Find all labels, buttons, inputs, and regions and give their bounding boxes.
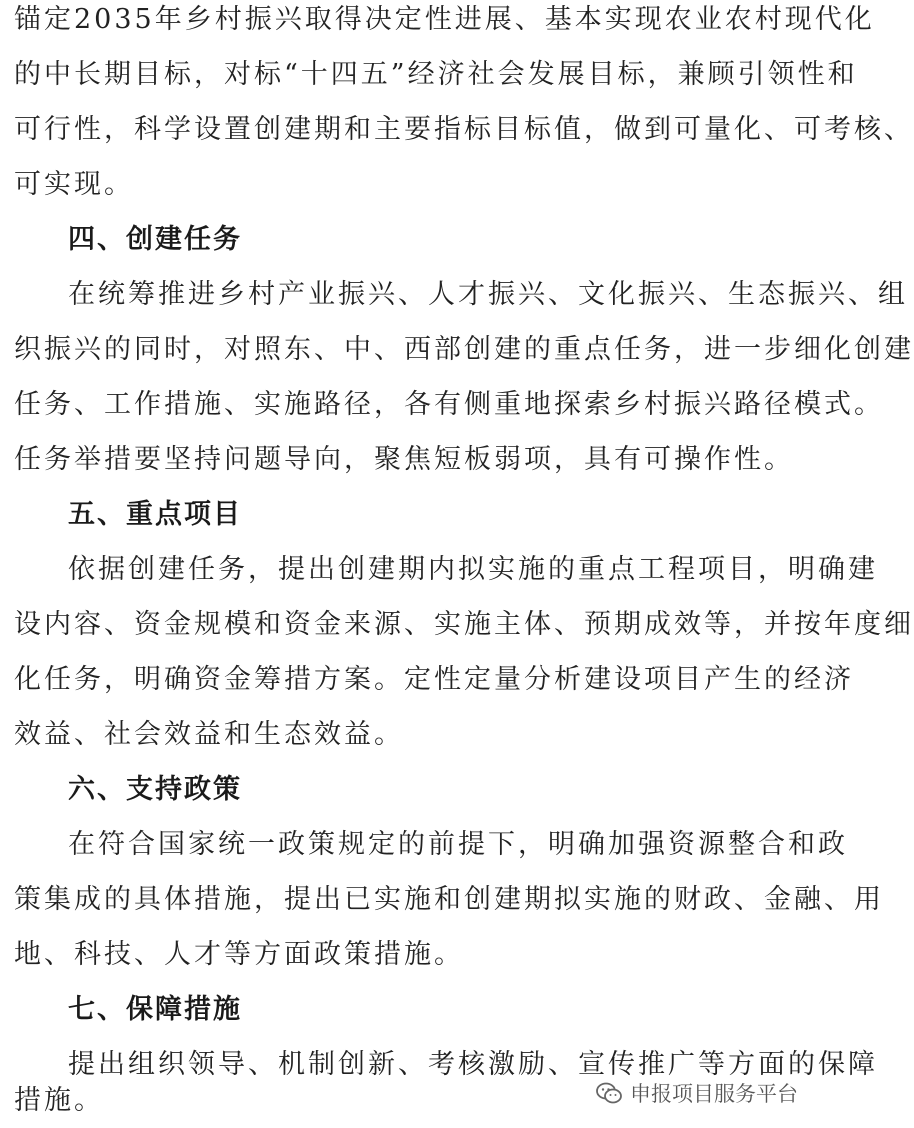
paragraph-line: 提出组织领导、机制创新、考核激励、宣传推广等方面的保障 — [68, 1049, 878, 1080]
intro-line: 的中长期目标，对标“十四五”经济社会发展目标，兼顾引领性和 — [14, 59, 858, 90]
wechat-icon — [596, 1082, 622, 1104]
paragraph-line: 化任务，明确资金筹措方案。定性定量分析建设项目产生的经济 — [14, 664, 854, 695]
paragraph-line: 任务、工作措施、实施路径，各有侧重地探索乡村振兴路径模式。 — [14, 389, 884, 420]
paragraph-line: 措施。 — [14, 1085, 104, 1116]
intro-line: 可行性，科学设置创建期和主要指标目标值，做到可量化、可考核、 — [14, 114, 914, 145]
watermark — [596, 1078, 798, 1108]
paragraph-line: 依据创建任务，提出创建期内拟实施的重点工程项目，明确建 — [68, 554, 878, 585]
paragraph-line: 策集成的具体措施，提出已实施和创建期拟实施的财政、金融、用 — [14, 884, 884, 915]
paragraph-line: 地、科技、人才等方面政策措施。 — [14, 939, 464, 970]
paragraph-line: 在统筹推进乡村产业振兴、人才振兴、文化振兴、生态振兴、组 — [68, 279, 908, 310]
paragraph-line: 在符合国家统一政策规定的前提下，明确加强资源整合和政 — [68, 829, 848, 860]
paragraph-line: 织振兴的同时，对照东、中、西部创建的重点任务，进一步细化创建 — [14, 334, 914, 365]
intro-line: 可实现。 — [14, 169, 134, 200]
watermark-text: 申报项目服务平台 — [630, 1082, 798, 1106]
section-heading: 六、支持政策 — [68, 774, 242, 805]
intro-line: 锚定2035年乡村振兴取得决定性进展、基本实现农业农村现代化 — [14, 4, 875, 35]
section-heading: 四、创建任务 — [68, 224, 242, 255]
section-heading: 七、保障措施 — [68, 994, 242, 1025]
paragraph-line: 设内容、资金规模和资金来源、实施主体、预期成效等，并按年度细 — [14, 609, 914, 640]
paragraph-line: 效益、社会效益和生态效益。 — [14, 719, 404, 750]
section-heading: 五、重点项目 — [68, 499, 242, 530]
paragraph-line: 任务举措要坚持问题导向，聚焦短板弱项，具有可操作性。 — [14, 444, 794, 475]
